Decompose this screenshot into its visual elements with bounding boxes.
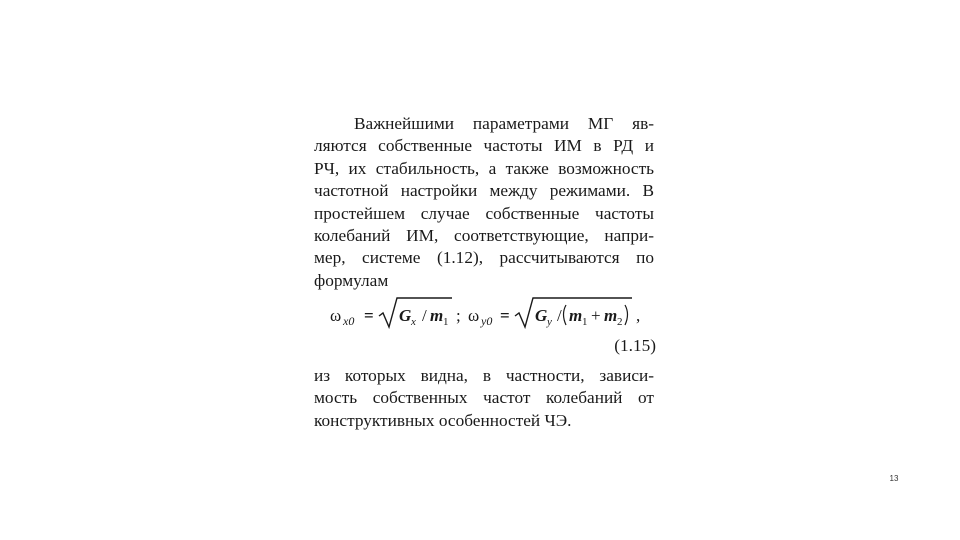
open-paren [564,305,567,325]
var-m: m [604,306,618,325]
var-m: m [569,306,583,325]
subscript-1: 1 [443,316,449,328]
equals-sign: = [364,306,374,325]
text-line: конструктивных особенностей ЧЭ. [314,410,572,430]
subscript-x0: x0 [343,314,355,328]
close-paren [625,305,628,325]
var-G: G [399,306,412,325]
text-line: простейшем случае собственные частоты [314,203,654,223]
text-line: Важнейшими параметрами МГ яв- [354,114,654,133]
equals-sign: = [500,306,510,325]
semicolon: ; [456,306,461,325]
page-number: 13 [889,474,899,483]
omega-symbol: ω [468,306,480,325]
subscript-x: x [411,316,416,328]
slash: / [557,306,562,325]
subscript-y0: y0 [481,314,493,328]
text-line: ляются собственные частоты ИМ в РД и [314,136,654,156]
text-line: мость собственных частот колебаний от [314,388,654,408]
paragraph-1 [314,113,654,292]
plus-sign: + [591,306,601,325]
subscript-2: 2 [617,316,623,328]
slash: / [422,306,427,325]
text-line: колебаний ИМ, соответствующие, напри- [314,226,654,246]
text-line: РЧ, их стабильность, а также возможность [314,158,654,178]
paragraph-2 [314,365,654,432]
text-line: мер, системе (1.12), рассчитываются по [314,248,654,268]
text-line: формулам [314,270,389,290]
comma: , [636,306,641,325]
omega-symbol: ω [330,306,342,325]
formula-1-15 [330,294,660,328]
text-line: частотной настройки между режимами. В [314,181,654,201]
equation-number: (1.15) [614,336,656,355]
subscript-y: y [547,316,552,328]
text-line: из которых видна, в частности, зависи- [314,366,654,385]
var-G: G [535,306,548,325]
subscript-1: 1 [582,316,588,328]
var-m: m [430,306,444,325]
